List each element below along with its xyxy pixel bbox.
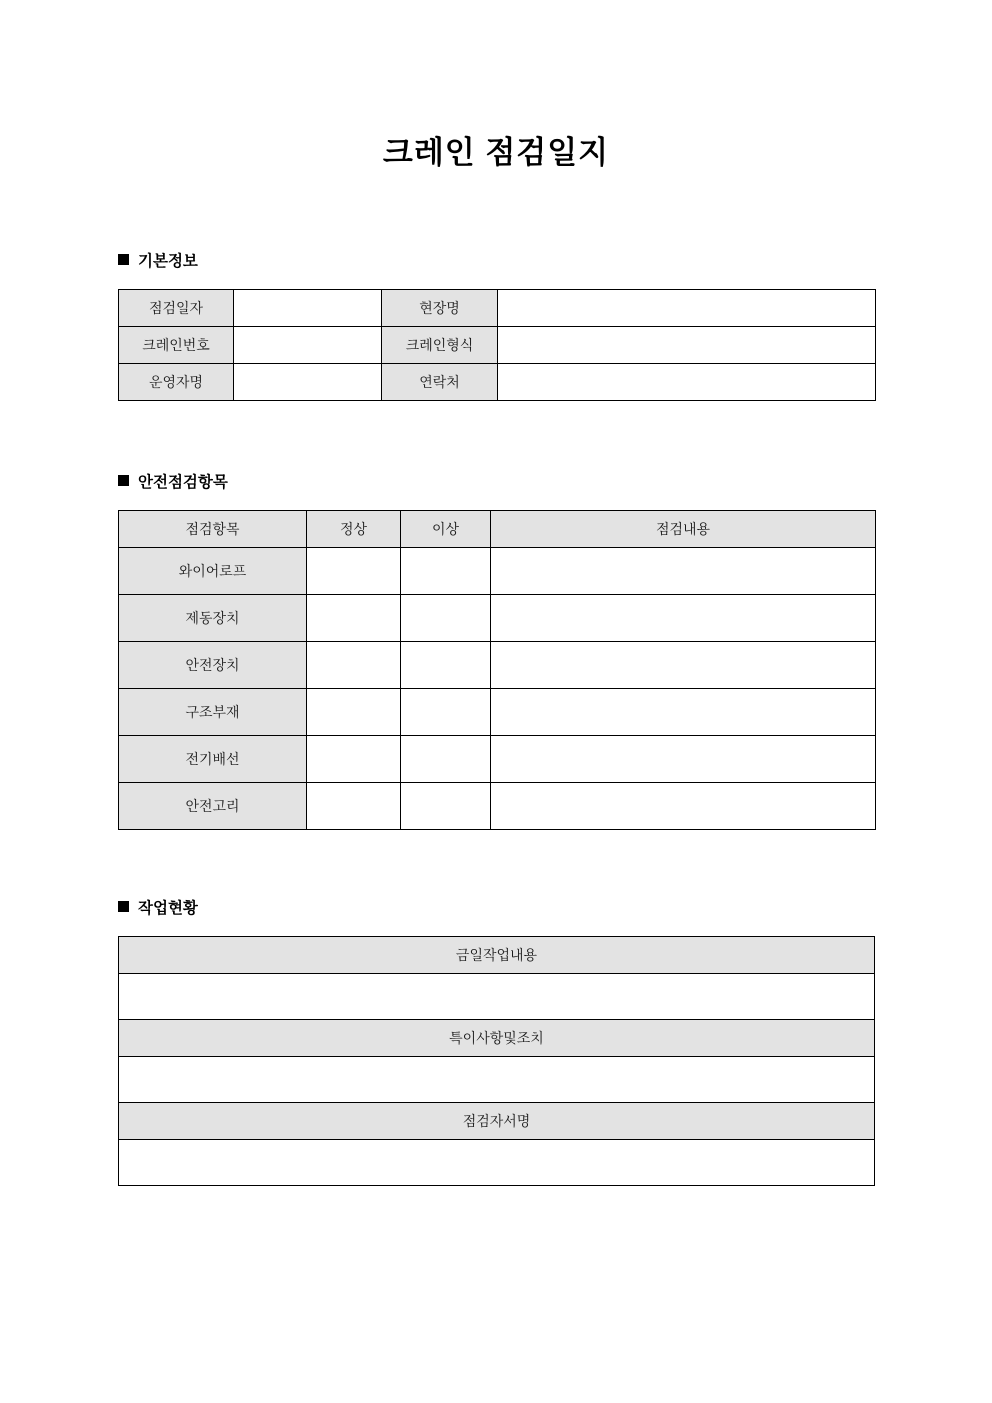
work-status-header-special-notes: 특이사항및조치 [119, 1020, 875, 1057]
safety-item-safety-device: 안전장치 [119, 642, 307, 689]
basic-info-value-site-name[interactable] [498, 290, 876, 327]
table-header-row [119, 1020, 875, 1057]
safety-detail-brake-device[interactable] [491, 595, 876, 642]
safety-detail-safety-hook[interactable] [491, 783, 876, 830]
section-heading-basic-info-label: 기본정보 [138, 253, 198, 270]
basic-info-table [118, 289, 876, 401]
safety-detail-electrical-wiring[interactable] [491, 736, 876, 783]
basic-info-label-crane-number: 크레인번호 [119, 327, 234, 364]
basic-info-value-crane-type[interactable] [498, 327, 876, 364]
work-status-value-inspector-signature[interactable] [119, 1140, 875, 1186]
safety-detail-structural-member[interactable] [491, 689, 876, 736]
safety-normal-checkbox-electrical-wiring[interactable] [307, 736, 401, 783]
table-row [119, 783, 876, 830]
safety-items-table [118, 510, 876, 830]
section-heading-basic-info [118, 252, 198, 272]
table-row [119, 974, 875, 1020]
safety-abnormal-checkbox-safety-device[interactable] [401, 642, 491, 689]
section-heading-safety-items [118, 473, 228, 493]
table-row [119, 327, 876, 364]
safety-column-header-detail: 점검내용 [491, 511, 876, 548]
work-status-value-special-notes[interactable] [119, 1057, 875, 1103]
table-row [119, 642, 876, 689]
table-row [119, 290, 876, 327]
safety-normal-checkbox-safety-hook[interactable] [307, 783, 401, 830]
safety-abnormal-checkbox-wire-rope[interactable] [401, 548, 491, 595]
table-header-row [119, 1103, 875, 1140]
page-title: 크레인 점검일지 [382, 135, 610, 170]
safety-column-header-abnormal: 이상 [401, 511, 491, 548]
safety-column-header-item: 점검항목 [119, 511, 307, 548]
safety-abnormal-checkbox-brake-device[interactable] [401, 595, 491, 642]
safety-normal-checkbox-brake-device[interactable] [307, 595, 401, 642]
table-header-row [119, 937, 875, 974]
safety-item-structural-member: 구조부재 [119, 689, 307, 736]
table-row [119, 595, 876, 642]
basic-info-value-operator-name[interactable] [234, 364, 382, 401]
basic-info-value-crane-number[interactable] [234, 327, 382, 364]
safety-detail-wire-rope[interactable] [491, 548, 876, 595]
basic-info-value-contact[interactable] [498, 364, 876, 401]
table-row [119, 736, 876, 783]
safety-normal-checkbox-structural-member[interactable] [307, 689, 401, 736]
work-status-header-inspector-signature: 점검자서명 [119, 1103, 875, 1140]
safety-item-safety-hook: 안전고리 [119, 783, 307, 830]
section-heading-work-status [118, 899, 198, 919]
work-status-header-today-work: 금일작업내용 [119, 937, 875, 974]
table-row [119, 364, 876, 401]
table-row [119, 1140, 875, 1186]
safety-abnormal-checkbox-structural-member[interactable] [401, 689, 491, 736]
safety-normal-checkbox-safety-device[interactable] [307, 642, 401, 689]
table-row [119, 689, 876, 736]
table-header-row [119, 511, 876, 548]
safety-normal-checkbox-wire-rope[interactable] [307, 548, 401, 595]
work-status-table [118, 936, 875, 1186]
table-row [119, 548, 876, 595]
square-bullet-icon [118, 475, 129, 486]
safety-detail-safety-device[interactable] [491, 642, 876, 689]
basic-info-label-inspection-date: 점검일자 [119, 290, 234, 327]
square-bullet-icon [118, 901, 129, 912]
basic-info-label-crane-type: 크레인형식 [382, 327, 498, 364]
safety-item-wire-rope: 와이어로프 [119, 548, 307, 595]
basic-info-label-contact: 연락처 [382, 364, 498, 401]
basic-info-value-inspection-date[interactable] [234, 290, 382, 327]
safety-column-header-normal: 정상 [307, 511, 401, 548]
basic-info-label-site-name: 현장명 [382, 290, 498, 327]
safety-abnormal-checkbox-safety-hook[interactable] [401, 783, 491, 830]
basic-info-label-operator-name: 운영자명 [119, 364, 234, 401]
section-heading-safety-items-label: 안전점검항목 [138, 474, 228, 491]
work-status-value-today-work[interactable] [119, 974, 875, 1020]
safety-item-brake-device: 제동장치 [119, 595, 307, 642]
square-bullet-icon [118, 254, 129, 265]
safety-item-electrical-wiring: 전기배선 [119, 736, 307, 783]
table-row [119, 1057, 875, 1103]
section-heading-work-status-label: 작업현황 [138, 900, 198, 917]
safety-abnormal-checkbox-electrical-wiring[interactable] [401, 736, 491, 783]
